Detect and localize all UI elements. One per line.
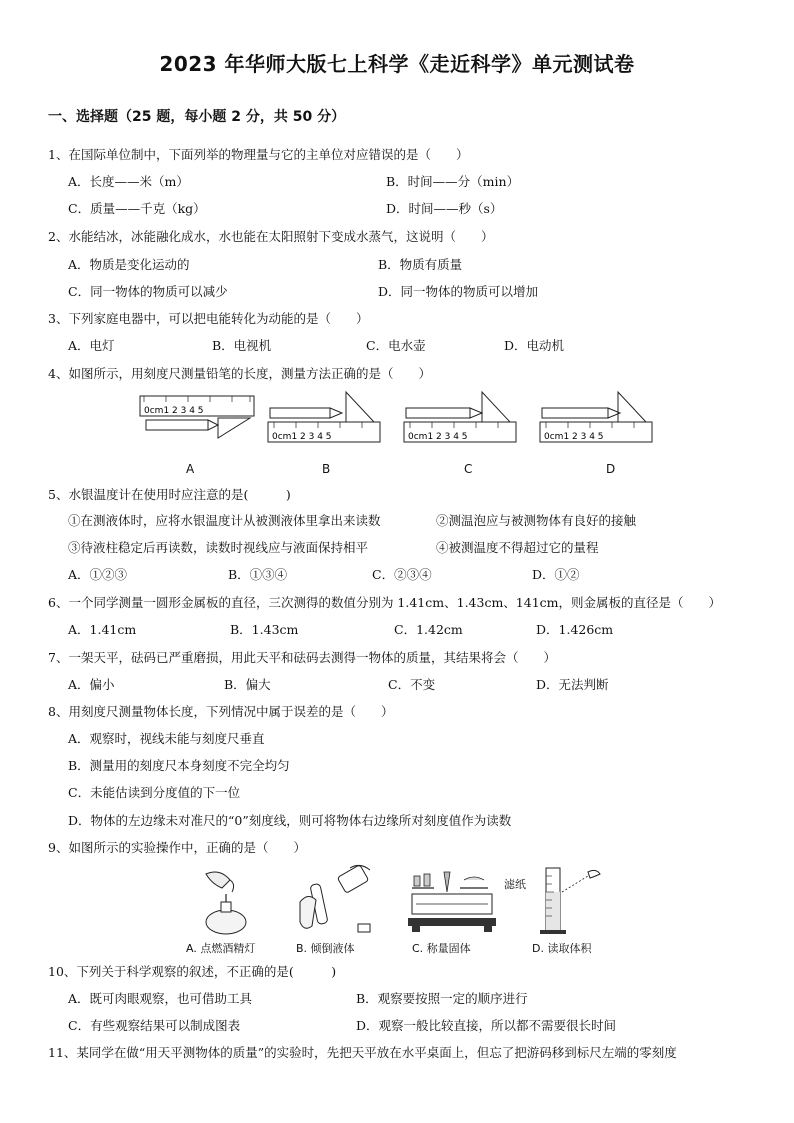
ruler-figure-b bbox=[266, 390, 386, 446]
question-1-stem: 1、在国际单位制中，下面列举的物理量与它的主单位对应错误的是（ ） bbox=[48, 147, 469, 162]
question-6-option-a: A．1.41cm bbox=[68, 622, 137, 637]
question-8-stem: 8、用刻度尺测量物体长度，下列情况中属于误差的是（ ） bbox=[48, 704, 394, 719]
ruler-d-label: 0cm1 2 3 4 5 bbox=[544, 432, 604, 442]
ruler-caption-c: C bbox=[464, 462, 473, 476]
ruler-c-label: 0cm1 2 3 4 5 bbox=[408, 432, 468, 442]
question-8-option-b: B．测量用的刻度尺本身刻度不完全均匀 bbox=[68, 758, 290, 773]
question-4-stem: 4、如图所示，用刻度尺测量铅笔的长度，测量方法正确的是（ ） bbox=[48, 366, 431, 381]
question-9-stem: 9、如图所示的实验操作中，正确的是（ ） bbox=[48, 840, 306, 855]
question-3-option-d: D．电动机 bbox=[504, 338, 565, 353]
lab-figure-a bbox=[186, 866, 274, 938]
question-1-option-a: A．长度——米（m） bbox=[68, 174, 189, 189]
question-5-statement-2: ②测温泡应与被测物体有良好的接触 bbox=[436, 513, 637, 528]
lab-caption-b: B. 倾倒液体 bbox=[296, 942, 355, 955]
ruler-caption-b: B bbox=[322, 462, 331, 476]
question-5-statement-3: ③待液柱稳定后再读数，读数时视线应与液面保持相平 bbox=[68, 540, 369, 555]
ruler-figure-d bbox=[538, 390, 658, 446]
question-10-stem: 10、下列关于科学观察的叙述，不正确的是( ) bbox=[48, 964, 337, 979]
lab-caption-d: D. 读取体积 bbox=[532, 942, 592, 955]
question-11-stem: 11、某同学在做“用天平测物体的质量”的实验时，先把天平放在水平桌面上，但忘了把游码移到标尺左端的零刻度 bbox=[48, 1045, 677, 1060]
question-3-stem: 3、下列家庭电器中，可以把电能转化为动能的是（ ） bbox=[48, 311, 369, 326]
question-5-option-a: A．①②③ bbox=[68, 567, 128, 582]
question-7-option-b: B．偏大 bbox=[224, 677, 271, 692]
lab-figure-b bbox=[294, 862, 380, 938]
question-5-stem: 5、水银温度计在使用时应注意的是( ) bbox=[48, 487, 291, 502]
question-8-option-d: D．物体的左边缘未对准尺的“0”刻度线，则可将物体右边缘所对刻度值作为读数 bbox=[68, 813, 512, 828]
question-7-stem: 7、一架天平，砝码已严重磨损，用此天平和砝码去测得一物体的质量，其结果将会（ ） bbox=[48, 650, 556, 665]
question-1-option-d: D．时间——秒（s） bbox=[386, 201, 503, 216]
ruler-a-label: 0cm1 2 3 4 5 bbox=[144, 406, 204, 416]
question-6-option-d: D．1.426cm bbox=[536, 622, 614, 637]
question-2-option-d: D．同一物体的物质可以增加 bbox=[378, 284, 539, 299]
ruler-caption-d: D bbox=[606, 462, 616, 476]
lab-figure-d bbox=[536, 862, 608, 938]
question-3-option-a: A．电灯 bbox=[68, 338, 115, 353]
lab-caption-a: A. 点燃酒精灯 bbox=[186, 942, 256, 955]
question-7-option-d: D．无法判断 bbox=[536, 677, 609, 692]
question-6-option-b: B．1.43cm bbox=[230, 622, 299, 637]
question-1-option-c: C．质量——千克（kg） bbox=[68, 201, 206, 216]
question-2-option-c: C．同一物体的物质可以减少 bbox=[68, 284, 228, 299]
question-10-option-b: B．观察要按照一定的顺序进行 bbox=[356, 991, 528, 1006]
question-3-option-b: B．电视机 bbox=[212, 338, 272, 353]
question-1-option-b: B．时间——分（min） bbox=[386, 174, 520, 189]
question-5-statement-1: ①在测液体时，应将水银温度计从被测液体里拿出来读数 bbox=[68, 513, 381, 528]
question-7-option-c: C．不变 bbox=[388, 677, 436, 692]
question-5-option-b: B．①③④ bbox=[228, 567, 288, 582]
question-5-statement-4: ④被测温度不得超过它的量程 bbox=[436, 540, 599, 555]
question-2-option-b: B．物质有质量 bbox=[378, 257, 463, 272]
question-8-option-a: A．观察时，视线未能与刻度尺垂直 bbox=[68, 731, 265, 746]
question-10-option-d: D．观察一般比较直接，所以都不需要很长时间 bbox=[356, 1018, 617, 1033]
ruler-b-label: 0cm1 2 3 4 5 bbox=[272, 432, 332, 442]
lab-figure-c bbox=[404, 868, 500, 936]
question-3-option-c: C．电水壶 bbox=[366, 338, 426, 353]
page-title: 2023 年华师大版七上科学《走近科学》单元测试卷 bbox=[159, 52, 635, 76]
question-6-option-c: C．1.42cm bbox=[394, 622, 463, 637]
ruler-figure-a bbox=[138, 394, 258, 440]
ruler-figure-c bbox=[402, 390, 522, 446]
section-heading: 一、选择题（25 题，每小题 2 分，共 50 分） bbox=[48, 109, 346, 125]
filter-paper-label: 滤纸 bbox=[504, 878, 526, 891]
question-5-option-c: C．②③④ bbox=[372, 567, 432, 582]
lab-caption-c: C. 称量固体 bbox=[412, 942, 471, 955]
ruler-caption-a: A bbox=[186, 462, 195, 476]
question-2-option-a: A．物质是变化运动的 bbox=[68, 257, 190, 272]
question-8-option-c: C．未能估读到分度值的下一位 bbox=[68, 785, 241, 800]
question-6-stem: 6、一个同学测量一圆形金属板的直径，三次测得的数值分别为 1.41cm、1.43cm、141cm，则金属板的直径是（ ） bbox=[48, 595, 722, 610]
question-2-stem: 2、水能结冰，冰能融化成水，水也能在太阳照射下变成水蒸气，这说明（ ） bbox=[48, 229, 494, 244]
question-10-option-a: A．既可肉眼观察，也可借助工具 bbox=[68, 991, 253, 1006]
question-5-option-d: D．①② bbox=[532, 567, 580, 582]
question-7-option-a: A．偏小 bbox=[68, 677, 115, 692]
question-10-option-c: C．有些观察结果可以制成图表 bbox=[68, 1018, 241, 1033]
